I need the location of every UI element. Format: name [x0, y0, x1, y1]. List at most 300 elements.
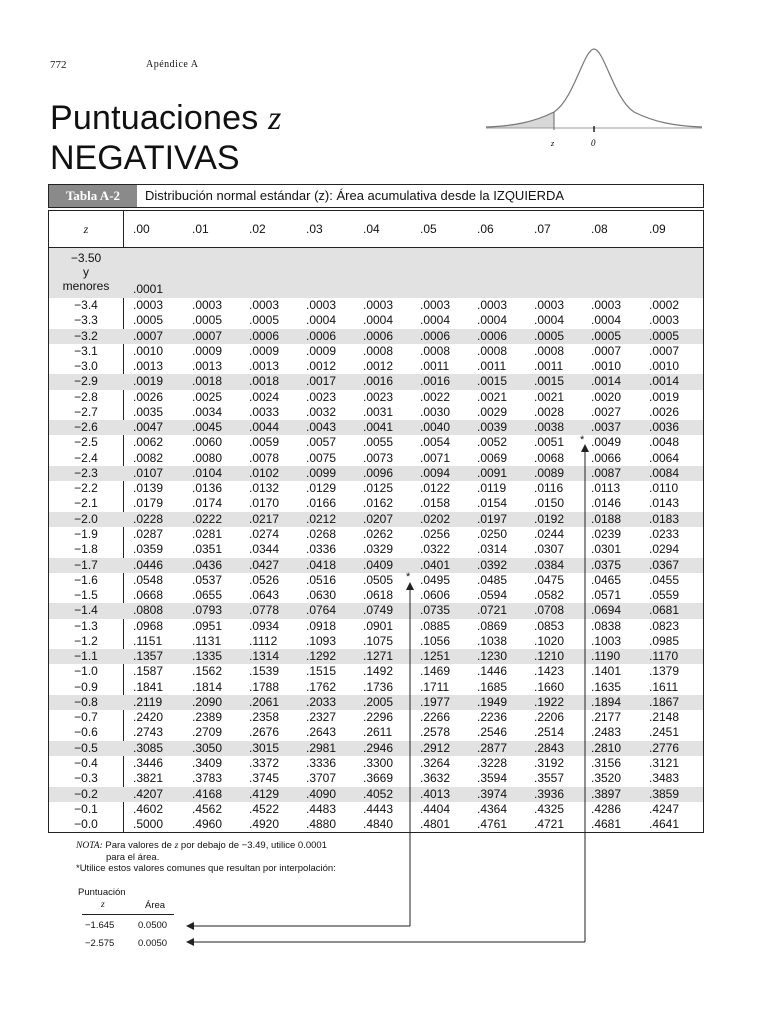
z-label: −1.9: [74, 526, 98, 541]
table-cell: .1867: [649, 694, 680, 709]
table-cell: .1230: [477, 649, 508, 664]
table-cell: .0885: [420, 618, 451, 633]
table-cell: .3897: [591, 786, 622, 801]
table-cell: .2296: [363, 710, 394, 725]
table-cell: .0559: [649, 588, 680, 603]
table-cell: .0455: [649, 572, 680, 587]
table-cell: .3300: [363, 755, 394, 770]
z-label: −1.2: [74, 633, 98, 648]
table-cell: .0082: [133, 450, 164, 465]
table-cell: .0008: [420, 343, 451, 358]
table-cell: .0036: [649, 420, 680, 435]
table-cell: .1112: [249, 633, 278, 648]
table-cell: .0054: [420, 435, 451, 450]
table-cell: .1038: [477, 633, 508, 648]
table-cell: .2810: [591, 740, 622, 755]
z-label: −2.5: [74, 435, 98, 450]
page-title-line2: NEGATIVAS: [50, 139, 240, 177]
table-cell: .3669: [363, 771, 394, 786]
table-cell: .5000: [133, 817, 164, 832]
table-cell: .0274: [249, 526, 280, 541]
table-cell: .0122: [420, 481, 451, 496]
z-label: −2.8: [74, 389, 98, 404]
appendix-label: Apéndice A: [146, 59, 199, 70]
z-label: −2.1: [74, 496, 98, 511]
table-cell: .0060: [192, 435, 223, 450]
table-cell: .0044: [249, 420, 280, 435]
table-cell: .4443: [363, 801, 394, 816]
note-line-2: para el área.: [106, 852, 160, 863]
z-label: −0.6: [74, 725, 98, 740]
z-label: −1.5: [74, 588, 98, 603]
table-cell: .0537: [192, 572, 223, 587]
table-cell: .0039: [477, 420, 508, 435]
z-label: −3.4: [74, 298, 98, 312]
z-label: −2.3: [74, 465, 98, 480]
table-cell: .2946: [363, 740, 394, 755]
table-cell: .0047: [133, 420, 164, 435]
table-cell: .0004: [477, 313, 508, 328]
table-cell: .1711: [420, 679, 450, 694]
table-cell: .0735: [420, 603, 451, 618]
table-cell: .0004: [420, 313, 451, 328]
table-cell: .0250: [477, 526, 508, 541]
table-cell: .1020: [534, 633, 565, 648]
table-cell: .0001: [133, 282, 164, 296]
z-label: −3.2: [74, 328, 98, 343]
table-cell: .0024: [249, 389, 280, 404]
table-cell: .0281: [192, 526, 223, 541]
table-cell: .0174: [192, 496, 223, 511]
table-cell: .0003: [363, 298, 394, 312]
table-cell: .0465: [591, 572, 622, 587]
table-cell: .0012: [363, 359, 394, 374]
table-cell: .0021: [477, 389, 508, 404]
note-line-1: NOTA: Para valores de z por debajo de −3.49, utilice 0.0001: [76, 840, 327, 851]
table-cell: .0136: [192, 481, 223, 496]
table-cell: .0436: [192, 557, 223, 572]
table-cell: .3594: [477, 771, 508, 786]
table-cell: .0132: [249, 481, 280, 496]
table-cell: .1056: [420, 633, 451, 648]
table-cell: .0068: [534, 450, 565, 465]
table-cell: .2776: [649, 740, 680, 755]
table-cell: .0008: [477, 343, 508, 358]
table-cell: .0006: [420, 328, 451, 343]
table-cell: .0764: [306, 603, 337, 618]
table-cell: .3783: [192, 771, 223, 786]
z-label: −2.9: [74, 374, 98, 389]
z-label: −1.6: [74, 572, 98, 587]
table-cell: .0968: [133, 618, 164, 633]
table-cell: .0793: [192, 603, 223, 618]
z-label: −2.6: [74, 420, 98, 435]
table-cell: .4960: [192, 817, 223, 832]
table-cell: .0495: [420, 572, 451, 587]
table-cell: .0064: [649, 450, 680, 465]
table-cell: .2643: [306, 725, 337, 740]
table-cell: .0006: [249, 328, 280, 343]
table-cell: .0026: [133, 389, 164, 404]
table-cell: .0012: [306, 359, 337, 374]
column-header: .03: [306, 222, 323, 236]
table-cell: .4483: [306, 801, 337, 816]
table-cell: .0025: [192, 389, 223, 404]
table-cell: .1423: [534, 664, 565, 679]
table-cell: .2611: [363, 725, 393, 740]
table-cell: .0384: [534, 557, 565, 572]
table-cell: .1922: [534, 694, 565, 709]
table-cell: .0091: [477, 465, 508, 480]
table-cell: .0018: [249, 374, 280, 389]
table-cell: .3192: [534, 755, 565, 770]
table-cell: .1587: [133, 664, 164, 679]
table-cell: .0708: [534, 603, 565, 618]
table-cell: .2546: [477, 725, 508, 740]
table-cell: .2266: [420, 710, 451, 725]
table-cell: .2358: [249, 710, 280, 725]
table-cell: .0129: [306, 481, 337, 496]
table-cell: .2119: [133, 694, 163, 709]
table-cell: .0110: [649, 481, 679, 496]
table-cell: .1949: [477, 694, 508, 709]
table-cell: .0003: [133, 298, 164, 312]
table-cell: .0020: [591, 389, 622, 404]
z-label: −0.0: [74, 817, 98, 832]
table-cell: .2005: [363, 694, 394, 709]
table-cell: .0401: [420, 557, 451, 572]
table-cell: .0007: [192, 328, 223, 343]
table-cell: .0778: [249, 603, 280, 618]
table-cell: .0918: [306, 618, 337, 633]
table-cell: .0233: [649, 526, 680, 541]
table-cell: .0031: [363, 404, 394, 419]
column-header: .02: [249, 222, 266, 236]
table-cell: .4681: [591, 817, 622, 832]
table-cell: .3745: [249, 771, 280, 786]
table-cell: .0033: [249, 404, 280, 419]
table-cell: .0009: [249, 343, 280, 358]
table-cell: .0052: [477, 435, 508, 450]
table-cell: .0104: [192, 465, 223, 480]
table-cell: .0007: [591, 343, 622, 358]
table-cell: .0049: [591, 435, 622, 450]
z-label: −2.0: [74, 511, 98, 526]
table-cell: .0901: [363, 618, 394, 633]
table-cell: .0256: [420, 526, 451, 541]
table-cell: .0015: [477, 374, 508, 389]
table-cell: .0228: [133, 511, 164, 526]
table-cell: .3085: [133, 740, 164, 755]
table-cell: .0721: [477, 603, 508, 618]
z-label: −1.1: [74, 649, 98, 664]
table-cell: .0143: [649, 496, 680, 511]
table-cell: .2578: [420, 725, 451, 740]
table-cell: .0013: [192, 359, 223, 374]
table-cell: .0548: [133, 572, 164, 587]
table-cell: .3974: [477, 786, 508, 801]
table-cell: .1251: [420, 649, 451, 664]
table-cell: .4602: [133, 801, 164, 816]
table-cell: .0301: [591, 542, 622, 557]
table-cell: .1190: [591, 649, 621, 664]
table-cell: .0823: [649, 618, 680, 633]
table-cell: .2177: [591, 710, 622, 725]
table-cell: .0694: [591, 603, 622, 618]
table-cell: .3050: [192, 740, 223, 755]
table-cell: .0107: [133, 465, 164, 480]
column-header: .01: [192, 222, 209, 236]
table-cell: .2090: [192, 694, 223, 709]
table-cell: .2389: [192, 710, 223, 725]
table-cell: .0062: [133, 435, 164, 450]
table-cell: .0003: [591, 298, 622, 312]
table-cell: .0427: [249, 557, 280, 572]
table-cell: .0087: [591, 465, 622, 480]
table-cell: .1685: [477, 679, 508, 694]
table-cell: .4286: [591, 801, 622, 816]
table-cell: .4247: [649, 801, 680, 816]
table-cell: .0078: [249, 450, 280, 465]
table-cell: .0351: [192, 542, 223, 557]
table-cell: .0207: [363, 511, 394, 526]
table-cell: .3264: [420, 755, 451, 770]
table-cell: .0446: [133, 557, 164, 572]
table-cell: .0418: [306, 557, 337, 572]
table-cell: .0392: [477, 557, 508, 572]
table-cell: .1271: [363, 649, 394, 664]
table-cell: .0951: [192, 618, 223, 633]
table-cell: .1611: [649, 679, 679, 694]
table-cell: .4641: [649, 817, 680, 832]
z-label: −3.0: [74, 359, 98, 374]
z-label: −1.4: [74, 603, 98, 618]
table-cell: .1660: [534, 679, 565, 694]
table-cell: .0154: [477, 496, 508, 511]
table-cell: .2877: [477, 740, 508, 755]
table-cell: .1492: [363, 664, 394, 679]
z-label: −2.7: [74, 404, 98, 419]
table-cell: .0643: [249, 588, 280, 603]
table-cell: .0003: [249, 298, 280, 312]
page-title: Puntuaciones z: [50, 99, 282, 137]
table-cell: .0010: [649, 359, 680, 374]
table-cell: .2206: [534, 710, 565, 725]
interpolation-note: *Utilice estos valores comunes que resultan por interpolación:: [76, 863, 336, 874]
z-label: −1.7: [74, 557, 98, 572]
table-cell: .0668: [133, 588, 164, 603]
table-cell: .0150: [534, 496, 565, 511]
table-cell: .3228: [477, 755, 508, 770]
z-label: −1.8: [74, 542, 98, 557]
table-cell: .0035: [133, 404, 164, 419]
table-cell: .0869: [477, 618, 508, 633]
table-cell: .0015: [534, 374, 565, 389]
table-cell: .0022: [420, 389, 451, 404]
table-cell: .0013: [133, 359, 164, 374]
table-cell: .2327: [306, 710, 337, 725]
z-label: −0.8: [74, 694, 98, 709]
table-cell: .2033: [306, 694, 337, 709]
column-header: .06: [477, 222, 494, 236]
table-cell: .0048: [649, 435, 680, 450]
column-header: .07: [534, 222, 551, 236]
table-cell: .0004: [363, 313, 394, 328]
table-cell: .0004: [306, 313, 337, 328]
table-cell: .0618: [363, 588, 394, 603]
interp-star-2: *: [580, 434, 585, 446]
table-cell: .3557: [534, 771, 565, 786]
figure-label-0: 0: [591, 138, 596, 148]
table-cell: .4920: [249, 817, 280, 832]
table-cell: .1093: [306, 633, 337, 648]
column-header: .08: [591, 222, 608, 236]
table-cell: .0004: [534, 313, 565, 328]
table-cell: .0028: [534, 404, 565, 419]
table-cell: .1314: [249, 649, 280, 664]
table-cell: .0007: [649, 343, 680, 358]
table-cell: .0018: [192, 374, 223, 389]
table-cell: .0005: [133, 313, 164, 328]
table-cell: .0011: [477, 359, 507, 374]
table-cell: .2061: [249, 694, 280, 709]
interp-area-1: 0.0500: [138, 920, 168, 931]
table-cell: .0023: [306, 389, 337, 404]
table-cell: .0217: [249, 511, 280, 526]
table-cell: .0475: [534, 572, 565, 587]
table-cell: .0516: [306, 572, 337, 587]
table-cell: .0006: [363, 328, 394, 343]
table-cell: .0329: [363, 542, 394, 557]
table-cell: .0023: [363, 389, 394, 404]
table-cell: .0045: [192, 420, 223, 435]
table-cell: .3483: [649, 771, 680, 786]
table-cell: .0002: [649, 298, 680, 312]
table-cell: .3409: [192, 755, 223, 770]
table-cell: .1539: [249, 664, 280, 679]
table-cell: .2236: [477, 710, 508, 725]
table-cell: .3936: [534, 786, 565, 801]
interp-z-1: −1.645: [85, 920, 115, 931]
table-cell: .0009: [192, 343, 223, 358]
table-cell: .0034: [192, 404, 223, 419]
column-header: .09: [649, 222, 666, 236]
table-cell: .0006: [477, 328, 508, 343]
table-cell: .0026: [649, 404, 680, 419]
table-cell: .0041: [363, 420, 394, 435]
table-cell: .0089: [534, 465, 565, 480]
table-cell: .0008: [363, 343, 394, 358]
table-cell: .0021: [534, 389, 565, 404]
table-cell: .0019: [133, 374, 164, 389]
table-cell: .0409: [363, 557, 394, 572]
table-cell: .0268: [306, 526, 337, 541]
table-cell: .0005: [249, 313, 280, 328]
table-cell: .0094: [420, 465, 451, 480]
interp-area-2: 0.0050: [138, 938, 168, 949]
table-cell: .1762: [306, 679, 337, 694]
table-cell: .0037: [591, 420, 622, 435]
table-cell: .0003: [477, 298, 508, 312]
table-description: Distribución normal estándar (z): Área acumulativa desde la IZQUIERDA: [145, 188, 565, 203]
table-cell: .0375: [591, 557, 622, 572]
table-cell: .0808: [133, 603, 164, 618]
table-cell: .1379: [649, 664, 680, 679]
interp-header-area: Área: [145, 900, 166, 911]
table-cell: .0014: [649, 374, 680, 389]
table-cell: .4840: [363, 817, 394, 832]
table-cell: .0197: [477, 511, 508, 526]
table-cell: .1841: [133, 679, 164, 694]
table-cell: .0005: [192, 313, 223, 328]
table-cell: .0016: [363, 374, 394, 389]
table-cell: .2843: [534, 740, 565, 755]
table-cell: .0032: [306, 404, 337, 419]
table-cell: .0027: [591, 404, 622, 419]
table-cell: .4052: [363, 786, 394, 801]
table-cell: .0030: [420, 404, 451, 419]
table-cell: .0013: [249, 359, 280, 374]
table-cell: .2981: [306, 740, 337, 755]
table-cell: .0007: [133, 328, 164, 343]
table-cell: .0010: [133, 343, 164, 358]
table-cell: .0003: [192, 298, 223, 312]
table-cell: .0179: [133, 496, 164, 511]
table-cell: .0057: [306, 435, 337, 450]
table-cell: .4090: [306, 786, 337, 801]
table-cell: .4880: [306, 817, 337, 832]
table-cell: .3372: [249, 755, 280, 770]
table-cell: .2148: [649, 710, 680, 725]
table-cell: .0344: [249, 542, 280, 557]
table-cell: .0294: [649, 542, 680, 557]
table-cell: .1788: [249, 679, 280, 694]
table-cell: .0099: [306, 465, 337, 480]
table-cell: .0594: [477, 588, 508, 603]
table-cell: .0119: [477, 481, 507, 496]
interp-header-puntuacion: Puntuación: [78, 887, 126, 898]
z-label: −3.3: [74, 313, 98, 328]
table-cell: .0188: [591, 511, 622, 526]
table-cell: .0003: [649, 313, 680, 328]
table-cell: .4562: [192, 801, 223, 816]
table-cell: .3336: [306, 755, 337, 770]
z-label: −0.1: [74, 801, 98, 816]
table-cell: .0571: [591, 588, 622, 603]
table-cell: .0011: [420, 359, 450, 374]
table-cell: .3015: [249, 740, 280, 755]
table-cell: .2420: [133, 710, 164, 725]
table-cell: .0222: [192, 511, 223, 526]
table-cell: .0166: [306, 496, 337, 511]
table-cell: .0125: [363, 481, 394, 496]
table-cell: .0005: [534, 328, 565, 343]
table-cell: .0066: [591, 450, 622, 465]
table-cell: .1736: [363, 679, 394, 694]
table-cell: .0526: [249, 572, 280, 587]
table-tag: Tabla A-2: [49, 185, 137, 207]
table-cell: .0183: [649, 511, 680, 526]
table-cell: .0029: [477, 404, 508, 419]
table-cell: .1401: [591, 664, 622, 679]
column-header: .05: [420, 222, 437, 236]
table-cell: .0017: [306, 374, 337, 389]
table-cell: .1446: [477, 664, 508, 679]
z-label: −0.4: [74, 755, 98, 770]
table-cell: .1003: [591, 633, 622, 648]
z-label: −0.7: [74, 710, 98, 725]
table-cell: .3121: [649, 755, 680, 770]
